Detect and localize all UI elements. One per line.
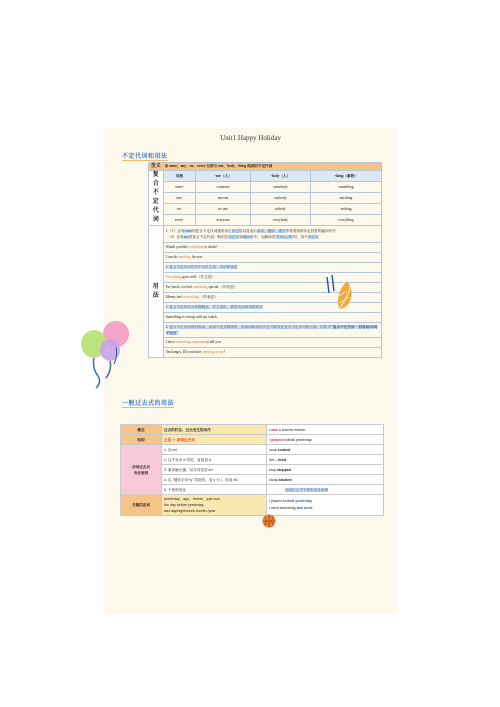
usage-content: 1.（1）含有some的复合不定代词通常用在肯定句以及表示请求、邀请、建议等希望得到肯定回答的疑问句中 （2）含有any的复合不定代词一般用在否定句和疑问句中；当翻译成"任何人/事"时，用于肯定句 Would you like something to drink? I can do anything for you. 2. 复合不定代词在句中可作主语、宾语和表语 Everything goes well.（作主语） For lunch, we had something special.（作宾语） Money isn't everything.（作表语） 3. 复合不定代词为单数概念，作主语时，谓语动词用单数形式 Something is wrong with my watch. 4. 复合不定代词被形容词、动词不定式修饰时，形容词和动词不定式要放在复合不定代词的后面。结构为"复合不定代词 + 形容词/动词不定式" I have something important to tell you. I'm hungry. Do you have anything to eat?: [163, 226, 381, 358]
header-thing: -thing（事物）: [311, 171, 382, 182]
basketball-icon: [262, 514, 276, 528]
pronoun-table: [148, 162, 382, 358]
table-row: 结构 主语 ＋ 动词过去式 I played football yesterday.: [121, 435, 384, 445]
page-title: Unit1 Happy Holiday: [220, 134, 281, 142]
keyword-label: 关键信息词: [121, 495, 162, 516]
past-tense-table: [120, 424, 384, 516]
example-sentence: I'm hungry. Do you have anything to eat?: [165, 350, 226, 354]
table-row: 概念 过去的状态、过去发生的动作 I was a teacher before.: [121, 425, 384, 435]
table-row: 5. 不规则变化 动词过去式不规则变化表格: [121, 485, 384, 495]
table-row: 3. 重读辅元辅，双写词尾加 ed stop-stopped: [121, 465, 384, 475]
balloons-icon: [74, 320, 134, 390]
section-title-past-tense: 一般过去式的用法: [122, 401, 175, 407]
compound-pronoun-label: 复合 不定 代词: [149, 171, 164, 226]
usage-label: 用法: [149, 226, 164, 358]
worksheet: [104, 128, 397, 614]
example-sentence: I have something important to tell you.: [164, 338, 381, 348]
table-row: no- no one nobody nothing: [149, 204, 382, 215]
example-sentence: Money isn't everything.（作表语）: [164, 293, 381, 303]
table-row: 动词过去式 变化规则 1. 加 ed cook-cooked: [121, 445, 384, 455]
header-body: -body（人）: [250, 171, 310, 182]
leaf-decoration-icon: [321, 269, 361, 313]
table-row: any- anyone anybody anything: [149, 193, 382, 204]
meaning-text: 由 some、any、no、every 分别与 one、body、thing 构成的不定代词: [163, 163, 381, 171]
meaning-label: 含义: [149, 163, 164, 171]
verb-rule-label: 动词过去式 变化规则: [121, 445, 162, 495]
example-sentence: Everything goes well.（作主语）: [164, 273, 381, 283]
table-row: 4. 以 "辅音字母+y" 结尾的，变 y 为 i，再加 ed study-studied: [121, 475, 384, 485]
example-sentence: I can do anything for you.: [164, 253, 381, 263]
table-row: 2. 以不发音 e 结尾，直接加 d live—lived: [121, 455, 384, 465]
usage-rule-3: 3. 复合不定代词为单数概念，作主语时，谓语动词用单数形式: [164, 303, 381, 313]
usage-rule-2: 2. 复合不定代词在句中可作主语、宾语和表语: [164, 263, 381, 273]
header-root: 词根: [163, 171, 196, 182]
example-sentence: Would you like something to drink?: [164, 243, 381, 253]
usage-rule-4: 4. 复合不定代词被形容词、动词不定式修饰时，形容词和动词不定式要放在复合不定代词的后面。结构为"复合不定代词 + 形容词/动词不定式": [164, 323, 381, 338]
table-row: every- everyone everybody everything: [149, 215, 382, 226]
table-row: 关键信息词 yesterday，ago，before，just now， the day before yesterday， last day/night/week /month /year I played football yesterday. I went swimming last week.: [121, 495, 384, 516]
header-one: -one（人）: [196, 171, 250, 182]
section-title-pronouns: 不定代词和用法: [122, 154, 168, 160]
example-sentence: Something is wrong with my watch.: [164, 313, 381, 323]
example-sentence: For lunch, we had something special.（作宾语）: [164, 283, 381, 293]
table-row: some- someone somebody something: [149, 182, 382, 193]
